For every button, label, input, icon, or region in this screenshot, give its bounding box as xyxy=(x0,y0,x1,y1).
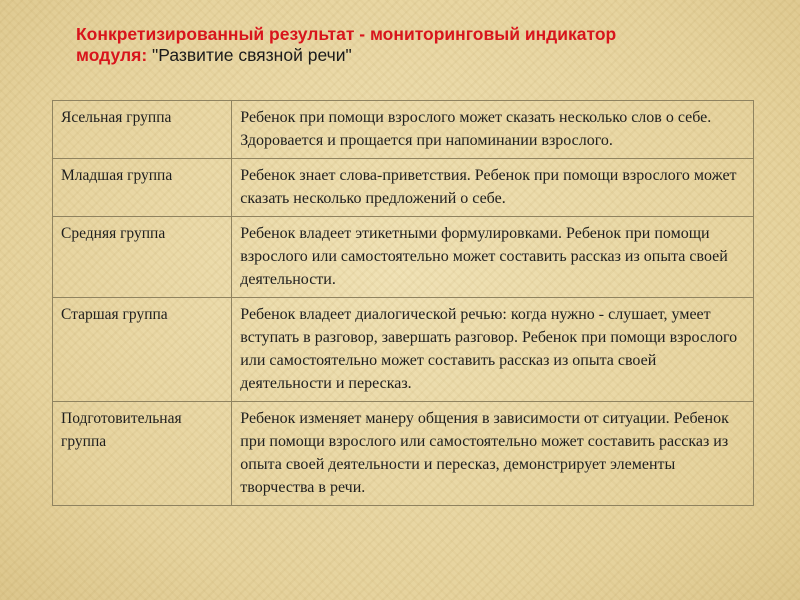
title-line-2 xyxy=(76,45,756,66)
indicator-description-cell: Ребенок при помощи взрослого может сказать несколько слов о себе. Здоровается и прощается при напоминании взрослого. xyxy=(232,101,754,159)
title-module-name: "Развитие связной речи" xyxy=(152,45,352,65)
indicator-description-cell: Ребенок знает слова-приветствия. Ребенок при помощи взрослого может сказать несколько предложений о себе. xyxy=(232,159,754,217)
title-line-1: Конкретизированный результат - мониторинговый индикатор xyxy=(76,24,617,44)
group-name-cell: Старшая группа xyxy=(53,298,232,402)
monitoring-table xyxy=(52,100,754,506)
group-name-cell: Средняя группа xyxy=(53,217,232,298)
table-row xyxy=(53,298,754,402)
group-name-cell: Подготовительная группа xyxy=(53,402,232,506)
indicator-description-cell: Ребенок владеет диалогической речью: когда нужно - слушает, умеет вступать в разговор, завершать разговор. Ребенок при помощи взрослого или самостоятельно может составить рассказ из опыта своей деятельности и пересказ. xyxy=(232,298,754,402)
table-row xyxy=(53,101,754,159)
table-row xyxy=(53,159,754,217)
slide-title xyxy=(76,24,756,66)
table-row xyxy=(53,217,754,298)
indicator-description-cell: Ребенок изменяет манеру общения в зависимости от ситуации. Ребенок при помощи взрослого или самостоятельно может составить рассказ из опыта своей деятельности и пересказ, демонстрирует элементы творчества в речи. xyxy=(232,402,754,506)
title-module-label: модуля: xyxy=(76,45,153,65)
group-name-cell: Ясельная группа xyxy=(53,101,232,159)
table-row xyxy=(53,402,754,506)
group-name-cell: Младшая группа xyxy=(53,159,232,217)
indicator-description-cell: Ребенок владеет этикетными формулировками. Ребенок при помощи взрослого или самостоятельно может составить рассказ из опыта своей деятельности. xyxy=(232,217,754,298)
